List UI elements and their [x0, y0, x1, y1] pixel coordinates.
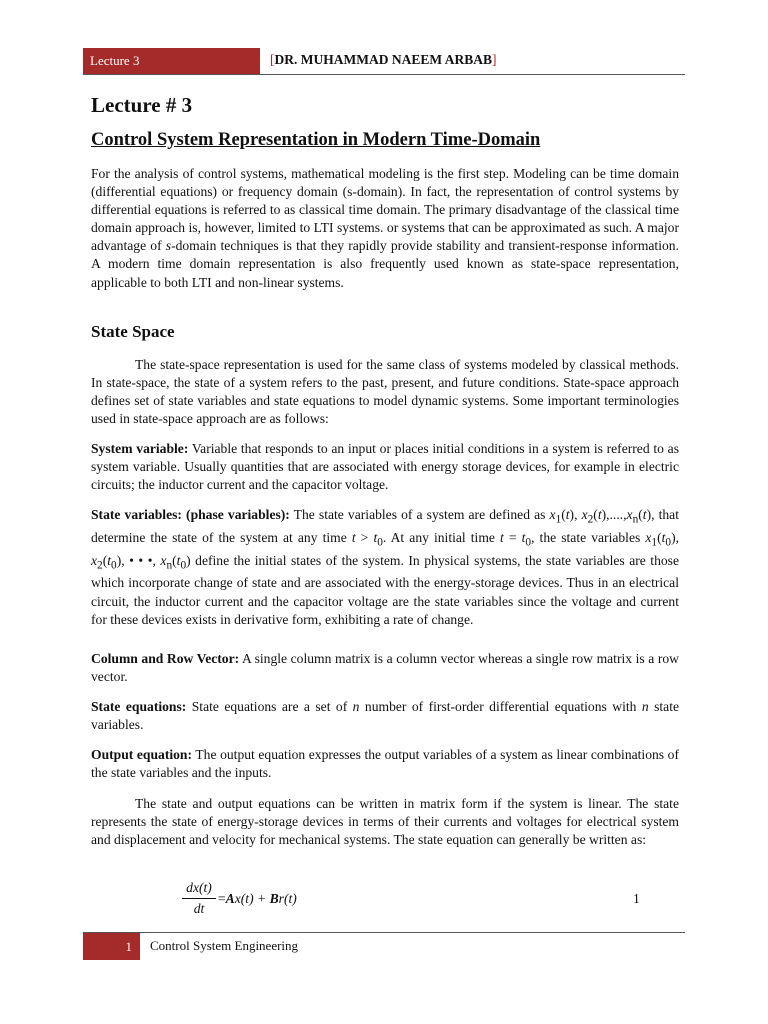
state-space-paragraph: The state-space representation is used for the same class of systems modeled by classical methods. In state-space, the state of a system refers to the past, present, and future conditions. State-space approach defines set of state variables and state equations to model dynamic systems. Some important terminologies used in state-space approach are as follows: — [91, 357, 679, 427]
page-title: Lecture # 3 — [91, 93, 193, 117]
section-title-state-space: State Space — [91, 322, 175, 341]
header-lecture-tag: Lecture 3 — [90, 53, 140, 68]
equation-number: 1 — [633, 891, 640, 906]
header-author: [DR. MUHAMMAD NAEEM ARBAB] — [270, 52, 497, 67]
footer-title: Control System Engineering — [150, 938, 299, 953]
derivative-fraction: dx(t) dt — [182, 880, 216, 917]
page-subtitle: Control System Representation in Modern Time-Domain — [91, 130, 541, 150]
header-divider — [83, 74, 685, 75]
matrix-form-paragraph: The state and output equations can be written in matrix form if the system is linear. The state represents the state of energy-storage devices in terms of their currents and voltages for electrical system and displacement and velocity for mechanical systems. The state equation can generally be written as: — [91, 796, 679, 848]
output-equation-paragraph: Output equation: The output equation expresses the output variables of a system as linear combinations of the state variables and the inputs. — [91, 747, 679, 781]
state-variables-paragraph: State variables: (phase variables): The state variables of a system are defined as $x_1(t)$, $x_2(t),....,x_n(t)$, that determine the state of the system at any time $t > t_0$. At any initial time $t = t_0$, the state variables $x_1(t_0)$, $x_2(t_0)$, • • •, $x_n(t_0)$ define the initial states of the system. In physical systems, the state variables are those which incorporate change of state and are associated with the energy-storage devices. Thus in an electrical circuit, the inductor current and the capacitor voltage are the state variables since the voltage and current for these devices exists in derivative form, exhibiting a rate of change. — [91, 507, 680, 627]
footer-divider — [83, 932, 685, 933]
state-equations-paragraph: State equations: State equations are a set of n number of first-order differential equations with n state variables. — [91, 699, 679, 733]
header-lecture-tag-box — [83, 48, 260, 74]
equation-rhs: =Ax(t) + Br(t) — [218, 891, 297, 906]
system-variable-paragraph: System variable: Variable that responds to an input or places initial conditions in a system is referred to as system variable. Usually quantities that are associated with energy storage devices, for example in electric circuits; the inductor current and the capacitor voltage. — [91, 441, 679, 493]
footer-page-number: 1 — [125, 939, 132, 954]
intro-paragraph: For the analysis of control systems, mathematical modeling is the first step. Modeling can be time domain (differential equations) or frequency domain (s-domain). In fact, the representation of control systems by differential equations is referred to as classical time domain. The primary disadvantage of the classical time domain approach is, however, limited to LTI systems. or systems that can be approximated as such. A major advantage of s-domain techniques is that they rapidly provide stability and transient-response information. A modern time domain representation is also frequently used known as state-space representation, applicable to both LTI and non-linear systems. — [91, 166, 679, 290]
column-row-vector-paragraph: Column and Row Vector: A single column matrix is a column vector whereas a single row matrix is a row vector. — [91, 651, 679, 685]
footer-page-box — [83, 933, 140, 960]
